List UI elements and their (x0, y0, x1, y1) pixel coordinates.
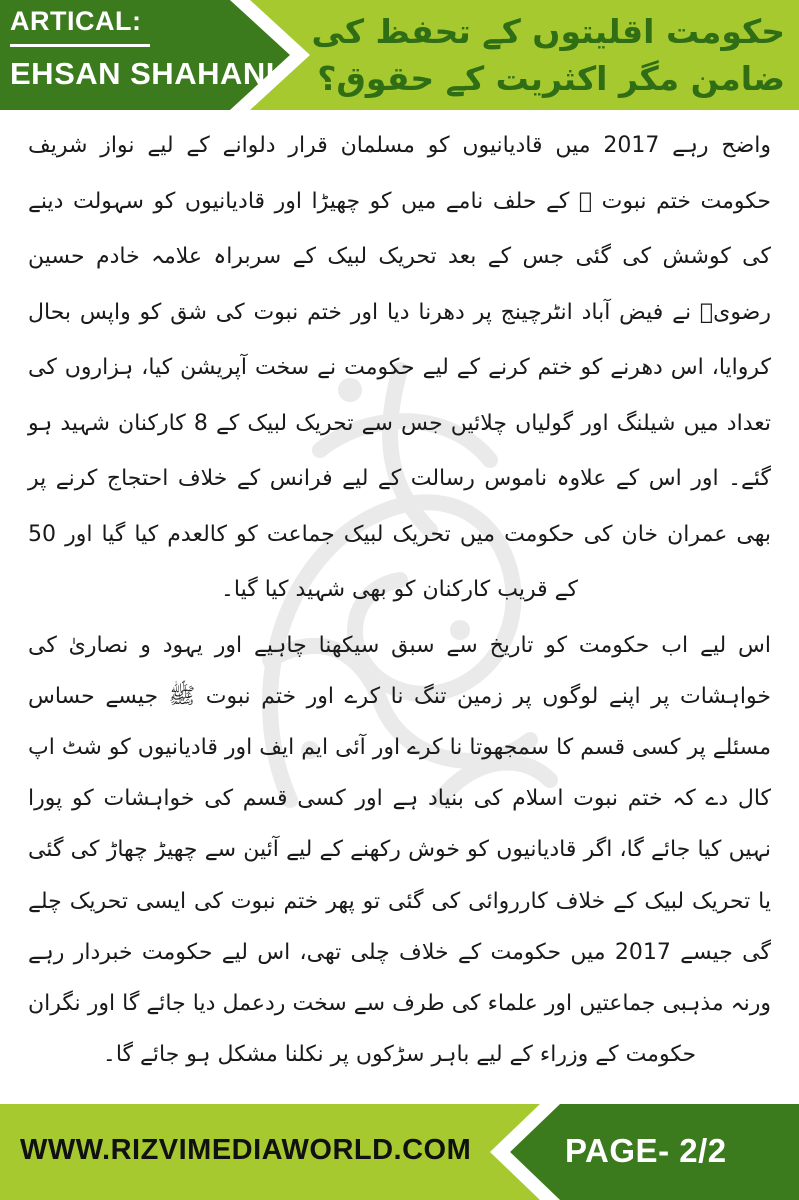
author-name: EHSAN SHAHANI (10, 56, 275, 91)
title-line-2: ضامن مگر اکثریت کے حقوق؟ (317, 59, 785, 98)
page-number: PAGE- 2/2 (565, 1132, 727, 1169)
website-url: WWW.RIZVIMEDIAWORLD.COM (20, 1134, 472, 1166)
article-title (311, 8, 785, 102)
header-banner (0, 0, 799, 110)
article-paragraph-1: واضح رہے 2017 میں قادیانیوں کو مسلمان قرار دلوانے کے لیے نواز شریف حکومت ختم نبوت ﷺ کے حلف نامے میں کو چھیڑا اور قادیانیوں کو سہولت دینے کی کوشش کی گئی جس کے بعد تحریک لبیک کے سربراہ علامہ خادم حسین رضویؒ نے فیض آباد انٹرچینج پر دھرنا دیا اور ختم نبوت کی شق کو واپس بحال کروایا، اس دھرنے کو ختم کرنے کے لیے حکومت نے سخت آپریشن کیا، ہزاروں کی تعداد میں شیلنگ اور گولیاں چلائیں جس سے تحریک لبیک کے 8 کارکنان شہید ہو گئے۔ اور اس کے علاوہ ناموس رسالت کے لیے فرانس کے خلاف احتجاج کرنے پر بھی عمران خان کی حکومت میں تحریک لبیک جماعت کو کالعدم کیا گیا اور 50 کے قریب کارکنان کو بھی شہید کیا گیا۔ (28, 133, 771, 602)
title-line-1: حکومت اقلیتوں کے تحفظ کی (311, 12, 785, 51)
author-label-underline (10, 44, 150, 47)
article-body (28, 118, 771, 1080)
author-label: ARTICAL: (10, 6, 142, 36)
footer-banner (0, 1104, 799, 1200)
article-paragraph-2: اس لیے اب حکومت کو تاریخ سے سبق سیکھنا چاہیے اور یہود و نصاریٰ کی خواہشات پر اپنے لوگوں پر زمین تنگ نا کرے اور ختم نبوت ﷺ جیسے حساس مسئلے پر کسی قسم کا سمجھوتا نا کرے اور آئی ایم ایف اور قادیانیوں کو شٹ اپ کال دے کہ ختم نبوت اسلام کی بنیاد ہے اور کسی قسم کی خواہشات کو پورا نہیں کیا جائے گا، اگر قادیانیوں کو خوش رکھنے کے لیے آئین سے چھیڑ چھاڑ کی گئی یا تحریک لبیک کے خلاف کارروائی کی گئی تو پھر ختم نبوت کی ایسی تحریک چلے گی جیسے 2017 میں حکومت کے خلاف چلی تھی، اس لیے حکومت خبردار رہے ورنہ مذہبی جماعتیں اور علماء کی طرف سے سخت ردعمل دیا جائے گا اور نگران حکومت کے وزراء کے لیے باہر سڑکوں پر نکلنا مشکل ہو جائے گا۔ (28, 632, 771, 1068)
